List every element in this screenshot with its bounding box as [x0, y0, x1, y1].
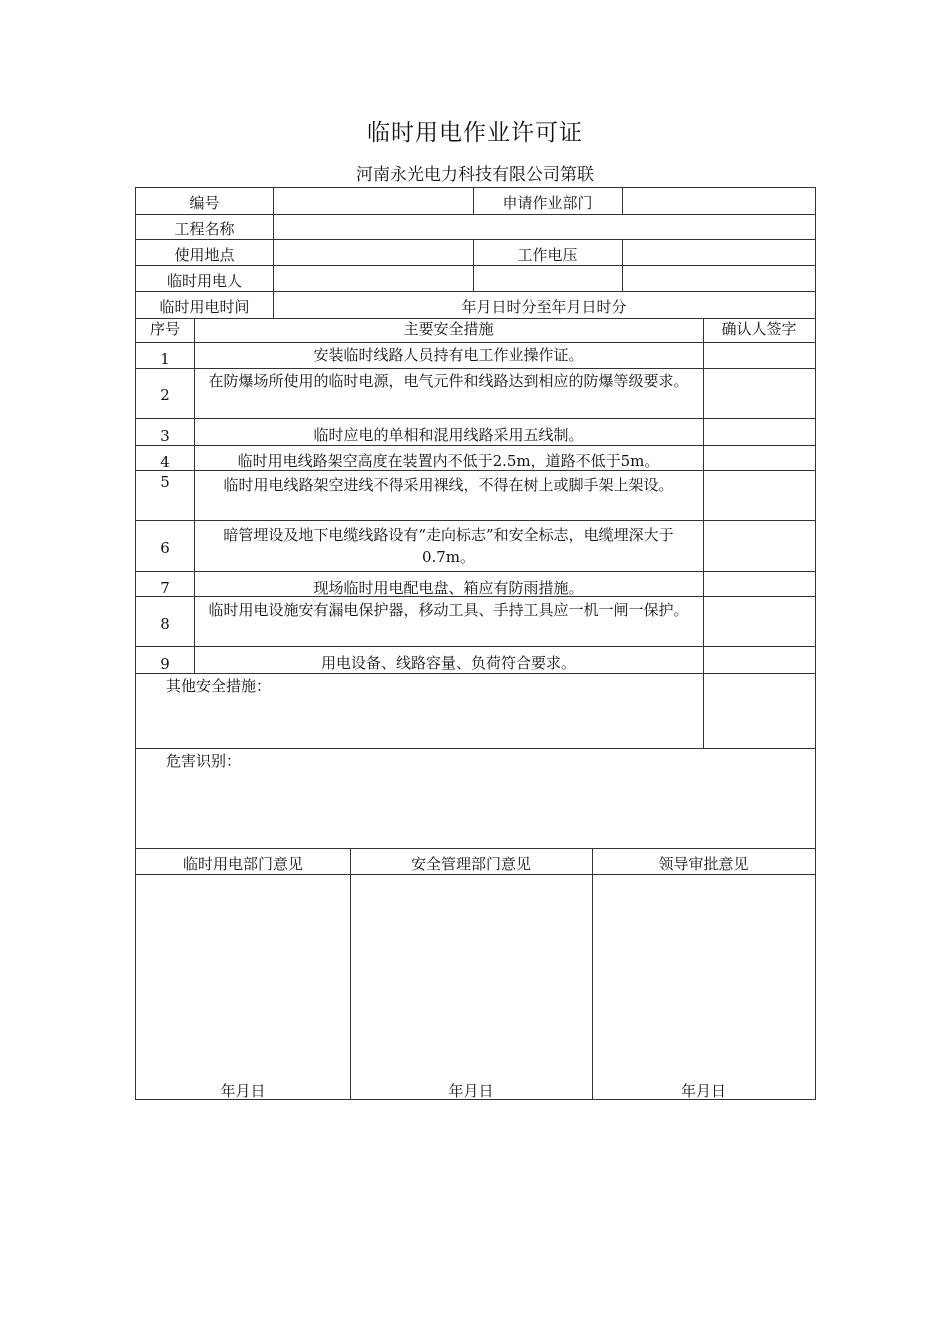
leader-date-label: 年月日 [680, 1082, 726, 1100]
measure-text: 安装临时线路人员持有电工作业操作证。 [313, 346, 584, 364]
location-field[interactable] [273, 239, 473, 265]
safety-opinion-label: 安全管理部门意见 [410, 855, 531, 873]
company-subtitle: 河南永光电力科技有限公司第联 [356, 165, 594, 185]
project-field[interactable] [273, 214, 815, 239]
dept-date-label: 年月日 [220, 1082, 266, 1100]
time-label: 临时用电时间 [159, 298, 250, 316]
col-measure-header: 主要安全措施 [403, 320, 494, 338]
measure-no: 5 [160, 473, 170, 491]
sign-column-fields[interactable] [703, 342, 815, 673]
measure-no: 3 [160, 427, 170, 445]
measure-text: 暗管埋设及地下电缆线路设有“走向标志”和安全标志，电缆埋深大于0.7m。 [223, 526, 674, 566]
voltage-field[interactable] [622, 239, 815, 265]
measure-text: 在防爆场所使用的临时电源，电气元件和线路达到相应的防爆等级要求。 [208, 372, 689, 390]
leader-opinion-label: 领导审批意见 [658, 855, 749, 873]
measure-text: 临时应电的单相和混用线路采用五线制。 [313, 426, 584, 444]
hazard-label: 危害识别： [166, 752, 242, 770]
measure-text: 用电设备、线路容量、负荷符合要求。 [320, 654, 576, 672]
measure-no: 8 [160, 615, 170, 633]
other-measures-label: 其他安全措施： [166, 677, 272, 695]
page-title: 临时用电作业许可证 [367, 120, 583, 146]
col-no-header: 序号 [149, 320, 180, 338]
project-label: 工程名称 [174, 220, 235, 238]
leader-opinion-field[interactable] [592, 874, 815, 1074]
other-measures-field[interactable] [136, 673, 703, 748]
time-value: 年月日时分至年月日时分 [461, 298, 627, 316]
permit-form [135, 187, 816, 1100]
dept-label: 申请作业部门 [502, 194, 593, 212]
col-sign-header: 确认人签字 [721, 320, 797, 338]
measure-no: 7 [160, 579, 170, 597]
safety-opinion-field[interactable] [350, 874, 592, 1074]
dept-opinion-field[interactable] [136, 874, 350, 1074]
safety-date-label: 年月日 [448, 1082, 494, 1100]
measure-text: 临时用电线路架空进线不得采用裸线，不得在树上或脚手架上架设。 [223, 476, 674, 494]
measure-no: 4 [160, 453, 170, 471]
measure-text: 临时用电设施安有漏电保护器，移动工具、手持工具应一机一闸一保护。 [208, 601, 689, 619]
measure-no: 6 [160, 539, 170, 557]
location-label: 使用地点 [174, 246, 235, 264]
dept-opinion-label: 临时用电部门意见 [182, 855, 303, 873]
measure-no: 9 [160, 655, 170, 673]
person-label: 临时用电人 [166, 272, 242, 290]
measure-text: 临时用电线路架空高度在装置内不低于2.5m，道路不低于5m。 [237, 452, 660, 470]
dept-field[interactable] [622, 188, 815, 214]
voltage-label: 工作电压 [517, 246, 578, 264]
measure-no: 1 [160, 350, 170, 368]
number-field[interactable] [273, 188, 473, 214]
measure-text: 现场临时用电配电盘、箱应有防雨措施。 [313, 579, 584, 597]
person-field[interactable] [273, 265, 473, 291]
measure-no: 2 [160, 386, 170, 404]
number-label: 编号 [189, 194, 220, 212]
hazard-field[interactable] [136, 773, 815, 848]
